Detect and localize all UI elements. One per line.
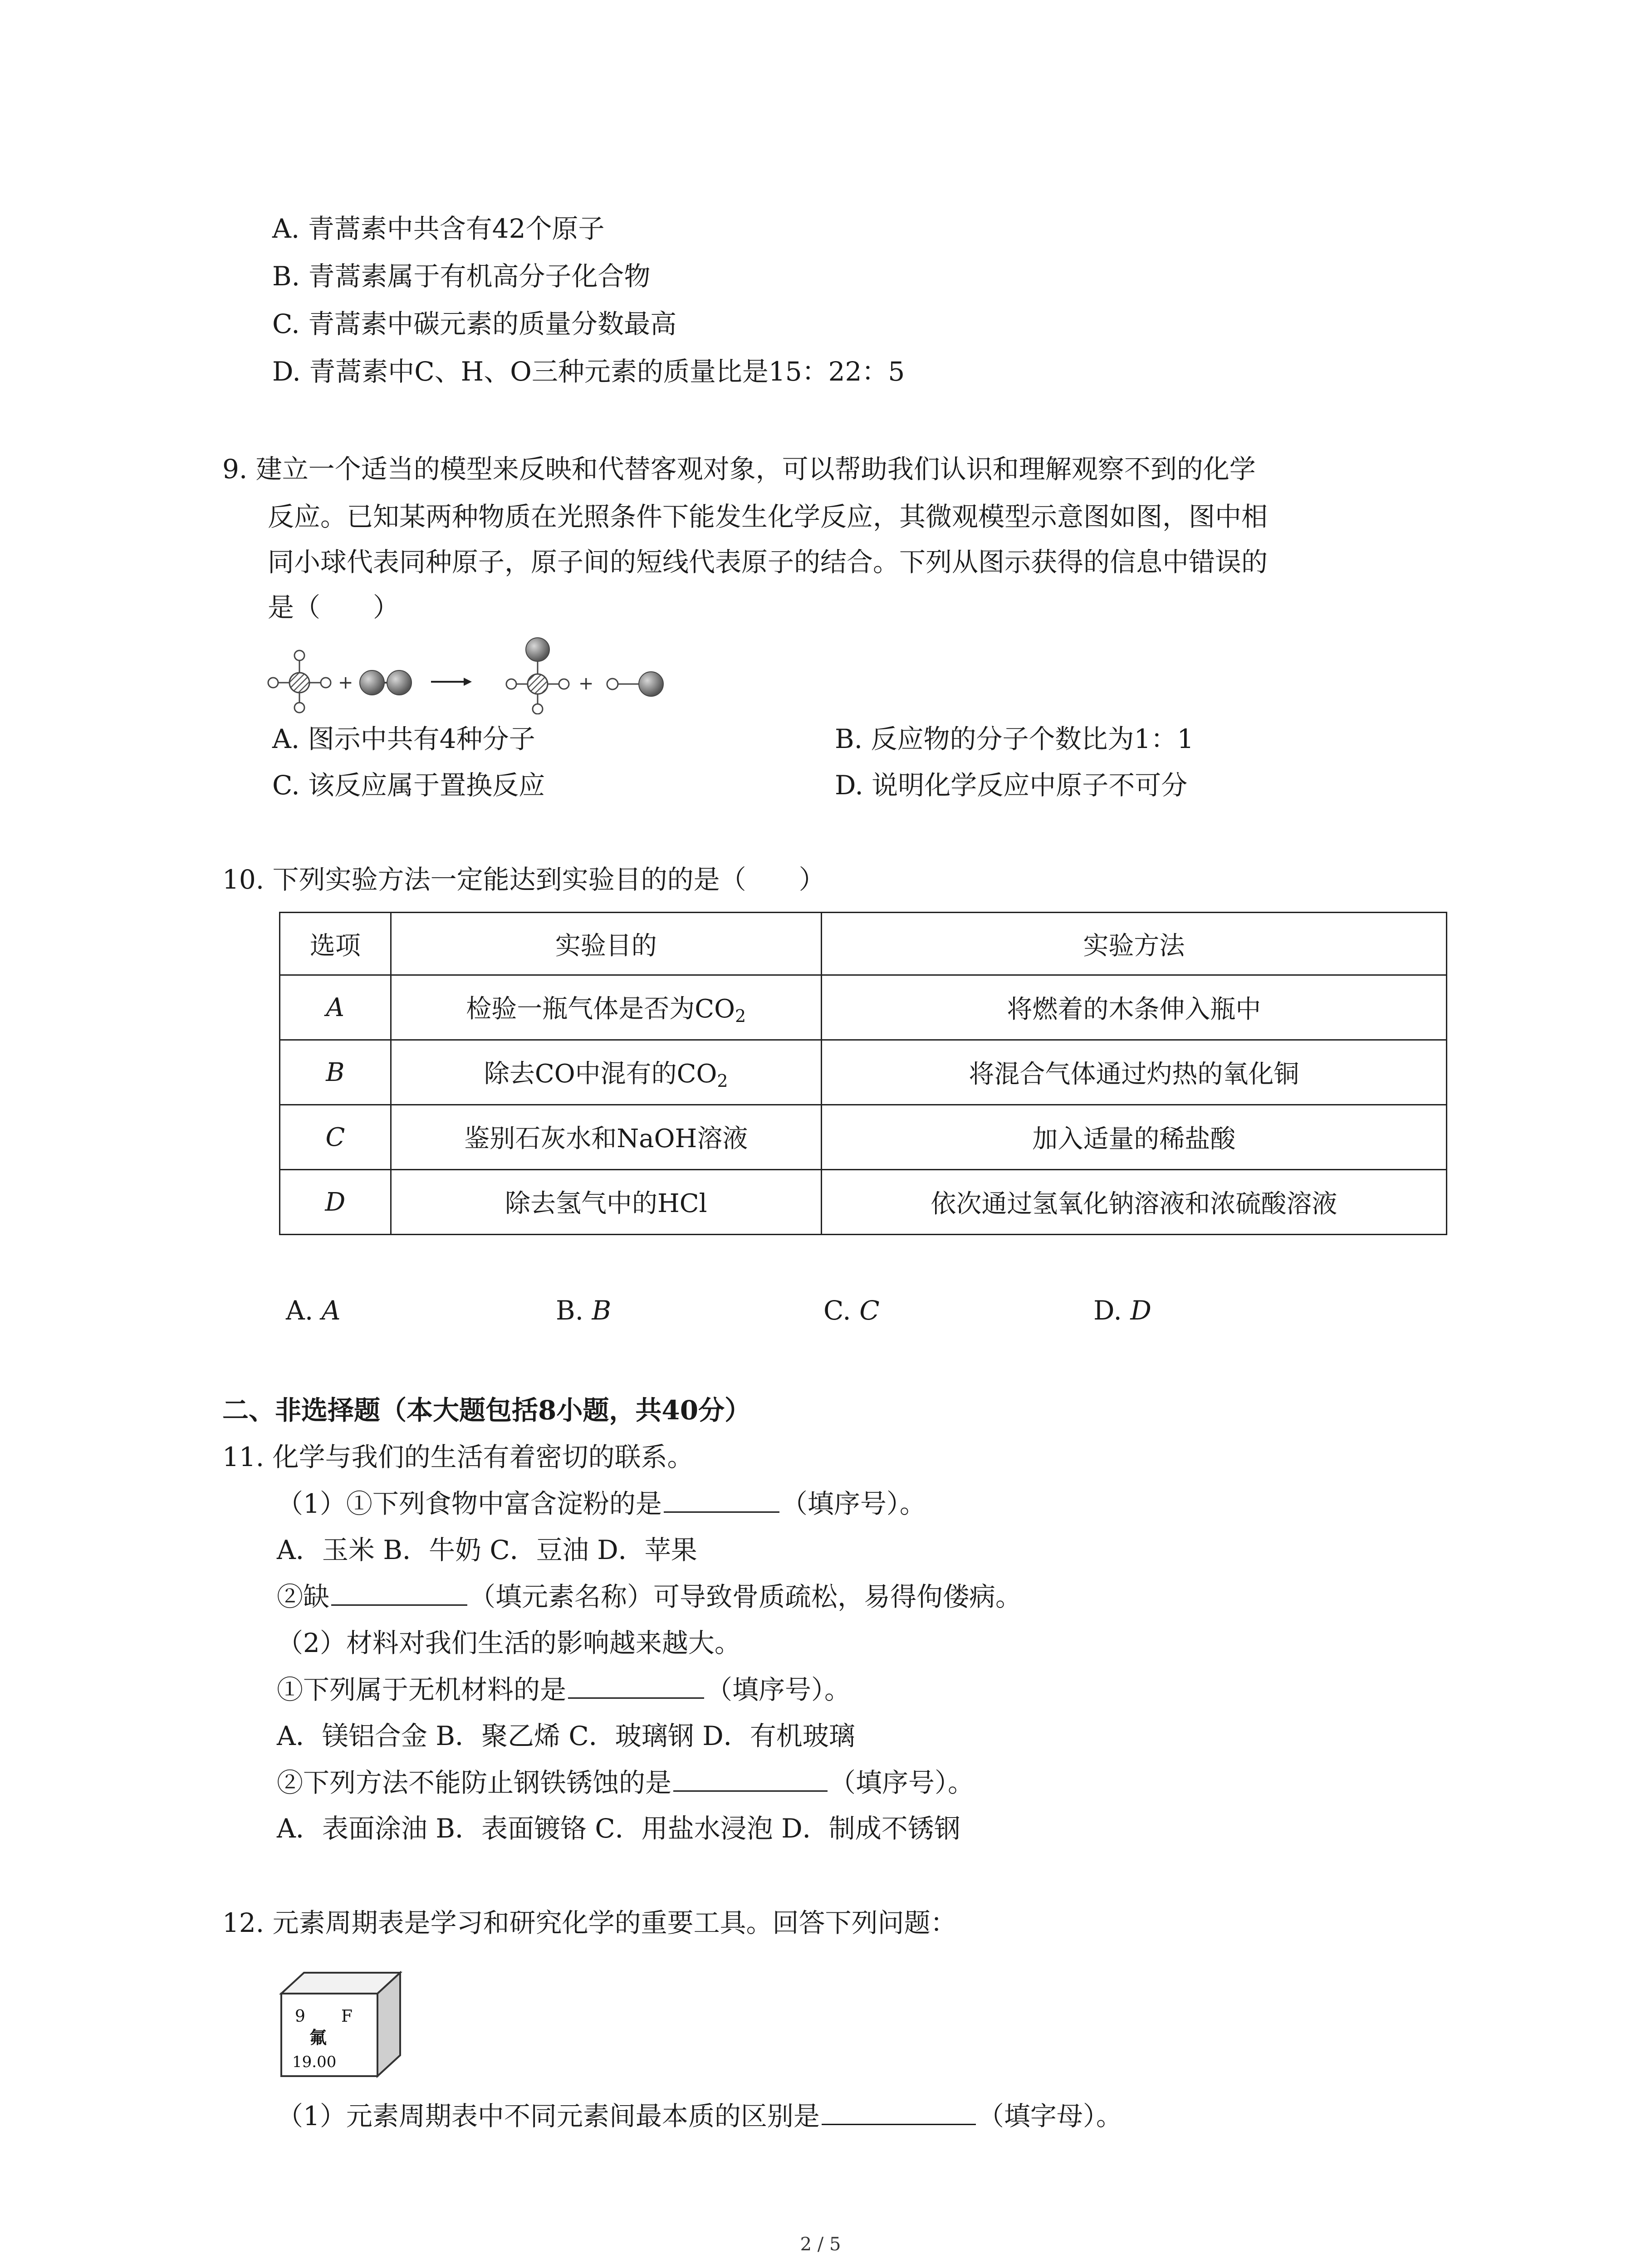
row-method: 将混合气体通过灼热的氧化铜 [821, 1040, 1446, 1105]
q11-part4-options: A．镁铝合金 B．聚乙烯 C．玻璃钢 D．有机玻璃 [277, 1721, 855, 1751]
header-purpose: 实验目的 [391, 913, 821, 975]
q11-part1: （1）①下列食物中富含淀粉的是 （填序号）。 [277, 1488, 926, 1519]
q12-part1: （1）元素周期表中不同元素间最本质的区别是 （填字母）。 [277, 2101, 1122, 2131]
answer-blank[interactable] [673, 1767, 828, 1792]
q10-stem: 10. 下列实验方法一定能达到实验目的的是（ ） [222, 864, 825, 895]
q9-stem-line-4: 是（ ） [268, 592, 400, 623]
row-option: D [280, 1170, 391, 1235]
table-row [280, 1105, 1447, 1170]
table-row [280, 1040, 1447, 1105]
q11-part2: ②缺 （填元素名称）可导致骨质疏松，易得佝偻病。 [277, 1581, 1022, 1612]
experiment-table [279, 912, 1447, 1235]
element-symbol: F [341, 2007, 353, 2026]
q8-option-a: A. 青蒿素中共含有42个原子 [272, 213, 605, 244]
row-option: B [280, 1040, 391, 1105]
row-purpose: 鉴别石灰水和NaOH溶液 [391, 1105, 821, 1170]
q9-stem-line-2: 反应。已知某两种物质在光照条件下能发生化学反应，其微观模型示意图如图，图中相 [268, 501, 1268, 532]
molecular-reaction-diagram [265, 635, 674, 714]
q10-answer-b: B. B [556, 1295, 612, 1326]
row-purpose: 除去CO中混有的$CO_2$ [391, 1040, 821, 1105]
q9-stem-line-1: 9. 建立一个适当的模型来反映和代替客观对象，可以帮助我们认识和理解观察不到的化学 [222, 454, 1256, 484]
svg-text:+: + [338, 672, 353, 693]
element-name: 氟 [309, 2028, 327, 2048]
q11-part5-options: A．表面涂油 B．表面镀铬 C．用盐水浸泡 D．制成不锈钢 [277, 1813, 960, 1844]
row-method: 将燃着的木条伸入瓶中 [821, 975, 1446, 1040]
table-row [280, 975, 1447, 1040]
row-purpose: 除去氢气中的HCl [391, 1170, 821, 1235]
page-number: 2 / 5 [800, 2234, 841, 2255]
row-method: 依次通过氢氧化钠溶液和浓硫酸溶液 [821, 1170, 1446, 1235]
q9-option-b: B. 反应物的分子个数比为1：1 [835, 723, 1194, 754]
q10-answer-a: A. A [286, 1295, 341, 1326]
q11-part3: （2）材料对我们生活的影响越来越大。 [277, 1628, 741, 1658]
answer-blank[interactable] [822, 2100, 976, 2125]
svg-text:+: + [578, 673, 594, 694]
q10-answer-d: D. D [1093, 1295, 1151, 1326]
table-header-row [280, 913, 1447, 975]
q12-stem: 12. 元素周期表是学习和研究化学的重要工具。回答下列问题： [222, 1907, 957, 1938]
table-row [280, 1170, 1447, 1235]
element-number: 9 [295, 2007, 305, 2026]
q9-option-d: D. 说明化学反应中原子不可分 [835, 770, 1188, 801]
answer-blank[interactable] [568, 1674, 704, 1699]
q10-answer-c: C. C [823, 1295, 880, 1326]
row-purpose: 检验一瓶气体是否为$CO_2$ [391, 975, 821, 1040]
q8-option-b: B. 青蒿素属于有机高分子化合物 [272, 261, 651, 292]
q11-stem: 11. 化学与我们的生活有着密切的联系。 [222, 1442, 694, 1472]
row-option: C [280, 1105, 391, 1170]
element-cell-fluorine [277, 1971, 408, 2080]
q9-option-c: C. 该反应属于置换反应 [272, 770, 545, 801]
row-method: 加入适量的稀盐酸 [821, 1105, 1446, 1170]
answer-blank[interactable] [664, 1488, 779, 1513]
header-method: 实验方法 [821, 913, 1446, 975]
q9-option-a: A. 图示中共有4种分子 [272, 723, 535, 754]
header-option: 选项 [280, 913, 391, 975]
answer-blank[interactable] [331, 1581, 467, 1606]
q9-stem-line-3: 同小球代表同种原子，原子间的短线代表原子的结合。下列从图示获得的信息中错误的 [268, 547, 1268, 577]
section-title: 二、非选择题（本大题包括8小题，共40分） [222, 1395, 751, 1426]
q8-option-c: C. 青蒿素中碳元素的质量分数最高 [272, 308, 677, 339]
element-mass: 19.00 [292, 2053, 337, 2071]
q11-part4: ①下列属于无机材料的是 （填序号）。 [277, 1674, 851, 1705]
q11-part1-options: A．玉米 B．牛奶 C．豆油 D．苹果 [277, 1535, 697, 1565]
q11-part5: ②下列方法不能防止钢铁锈蚀的是 （填序号）。 [277, 1767, 975, 1798]
row-option: A [280, 975, 391, 1040]
q8-option-d: D. 青蒿素中C、H、O三种元素的质量比是15：22：5 [272, 356, 905, 387]
